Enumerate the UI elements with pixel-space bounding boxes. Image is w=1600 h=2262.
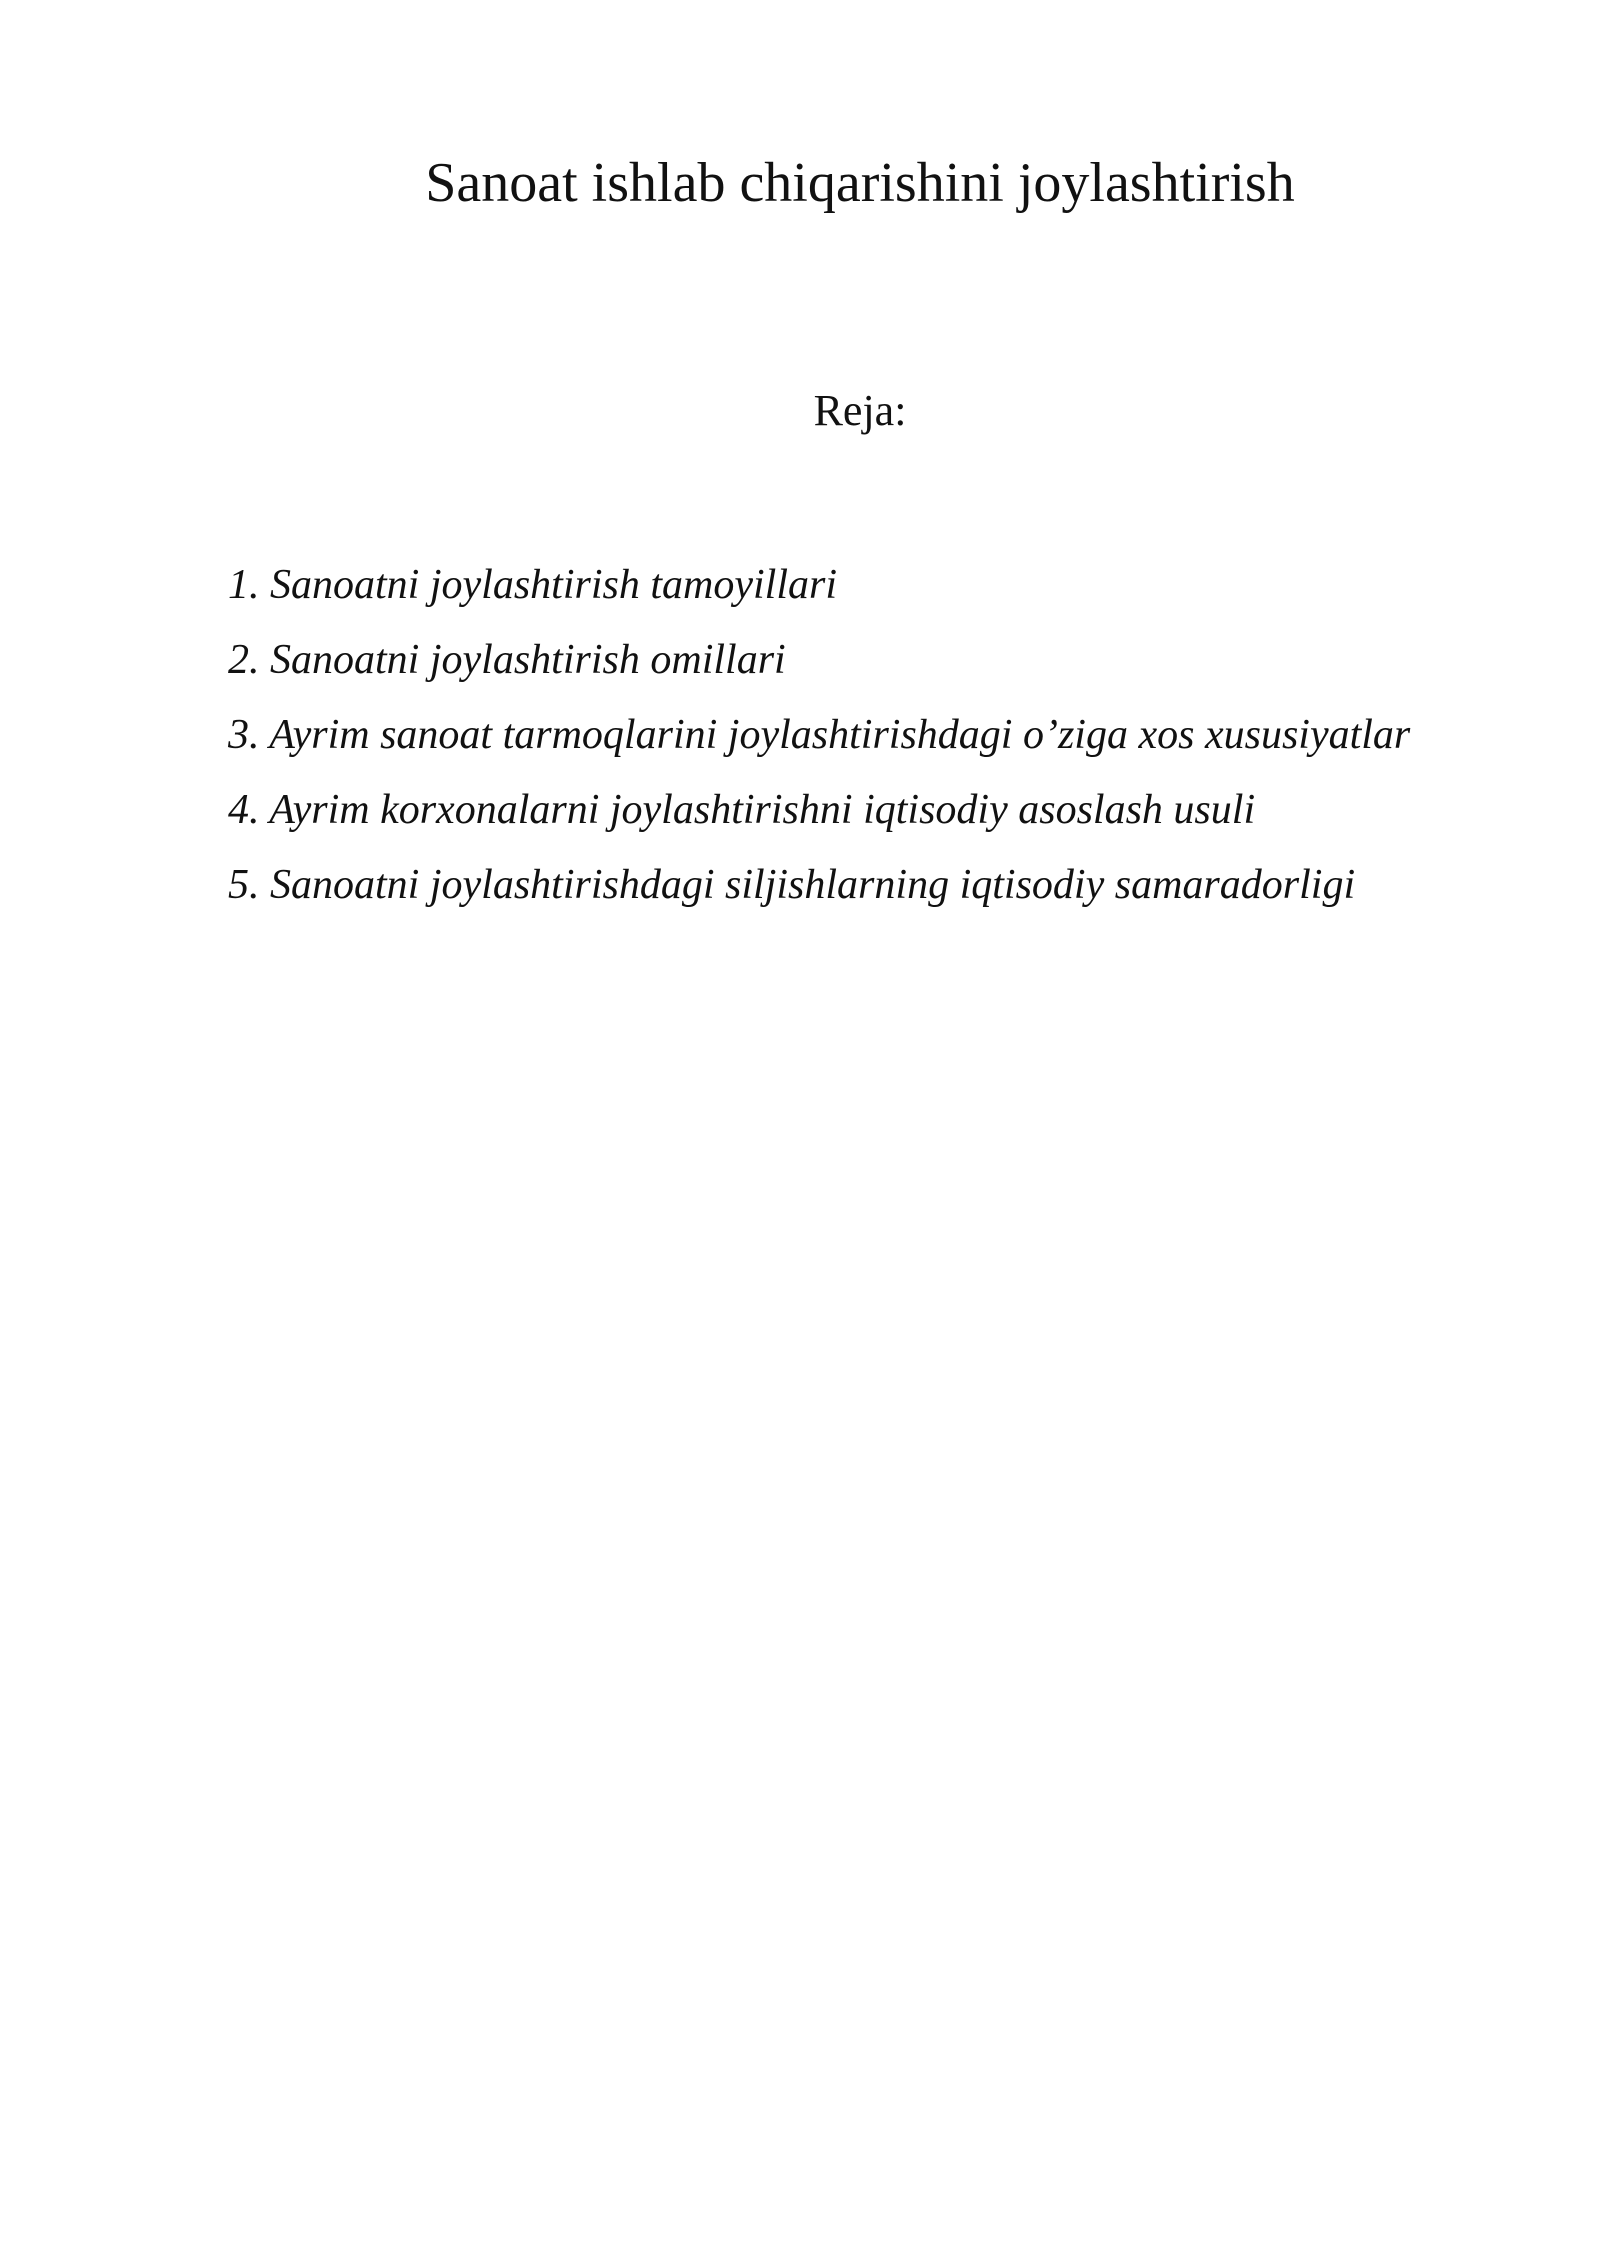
plan-item-3: 3. Ayrim sanoat tarmoqlarini joylashtirishdagi o’ziga xos xususiyatlar — [228, 712, 1411, 758]
plan-item-4: 4. Ayrim korxonalarni joylashtirishni iqtisodiy asoslash usuli — [228, 787, 1256, 833]
plan-heading: Reja: — [813, 386, 907, 435]
plan-item-5: 5. Sanoatni joylashtirishdagi siljishlarning iqtisodiy samaradorligi — [228, 862, 1356, 908]
plan-item-1: 1. Sanoatni joylashtirish tamoyillari — [228, 562, 838, 608]
plan-item-2: 2. Sanoatni joylashtirish omillari — [228, 637, 786, 683]
document-title: Sanoat ishlab chiqarishini joylashtirish — [425, 152, 1295, 214]
plan-list — [228, 548, 1410, 923]
